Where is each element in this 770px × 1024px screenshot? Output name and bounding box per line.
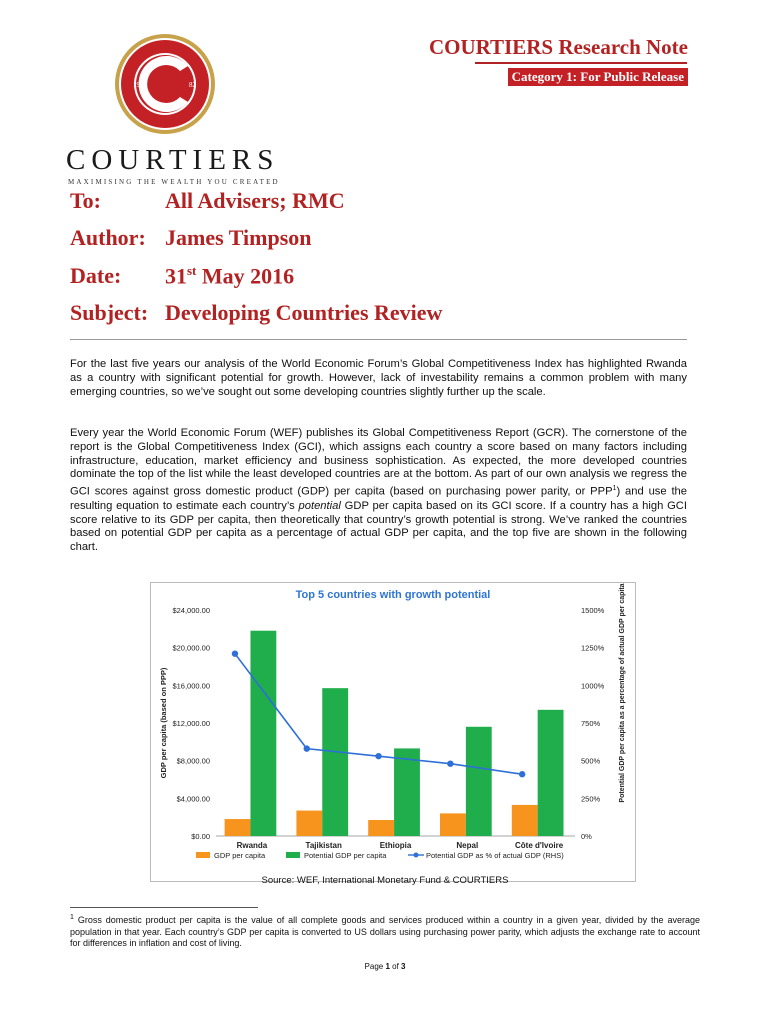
y-axis-label: GDP per capita (based on PPP) [159, 667, 168, 779]
footnote-ref[interactable]: 1 [612, 485, 617, 493]
y-tick-label: $20,000.00 [172, 643, 210, 653]
chart-source: Source: WEF, International Monetary Fund & COURTIERS [261, 875, 509, 886]
y2-tick-label: 500% [581, 756, 601, 766]
legend-label: Potential GDP per capita [304, 851, 387, 860]
logo-tagline: MAXIMISING THE WEALTH YOU CREATED [68, 178, 280, 186]
bar-gdp-0 [225, 819, 251, 836]
category-label: Tajikistan [305, 841, 342, 850]
memo-to-value: All Advisers; RMC [165, 188, 345, 213]
memo-to-label: To: [70, 188, 101, 213]
page-label-b: of [389, 962, 402, 971]
para2-part-c: GDP per capita based on its GCI score. If a country has a high GCI score relative to its GDP per capita, then theoretically that country’s growth potential is strong. We’ve ranked the countries based on potential GDP per capita as a percentage of actual GDP per capita, and the top five are shown in the following chart. [70, 499, 687, 554]
logo-wordmark: COURTIERS [66, 144, 280, 176]
legend-marker-2 [414, 853, 419, 858]
y-tick-label: $0.00 [191, 832, 210, 841]
memo-date-day: 31 [165, 263, 187, 289]
memo-author-label: Author: [70, 225, 146, 250]
courtiers-logo [60, 28, 280, 186]
y2-tick-label: 750% [581, 719, 601, 728]
memo-date-suffix: st [187, 263, 197, 278]
category-label: Côte d'Ivoire [515, 841, 564, 850]
header-rule [475, 62, 687, 64]
category-label: Rwanda [236, 841, 268, 850]
para2-emphasis: potential [298, 499, 341, 512]
y2-tick-label: 1000% [581, 681, 605, 691]
memo-subject [70, 300, 442, 326]
y-tick-label: $16,000.00 [172, 681, 210, 691]
y-tick-label: $4,000.00 [176, 794, 210, 804]
y-tick-label: $24,000.00 [172, 606, 210, 615]
page-label-a: Page [364, 962, 386, 971]
line-point-3 [447, 760, 453, 766]
seal-year-left: 19 [133, 81, 140, 89]
body-paragraph-2 [70, 427, 687, 555]
bar-potential-1 [322, 688, 348, 836]
y2-tick-label: 0% [581, 832, 592, 841]
category-label: Nepal [456, 841, 479, 850]
category-badge: Category 1: For Public Release [508, 68, 688, 86]
seal-year-right: 82 [189, 81, 196, 89]
y2-tick-label: 1250% [581, 643, 605, 653]
memo-subject-value: Developing Countries Review [165, 300, 443, 325]
category-label: Ethiopia [379, 841, 412, 850]
para2-part-b: ) and use the resulting equation to estimate each country’s [70, 485, 688, 512]
memo-to [70, 188, 345, 214]
courtiers-seal-icon [60, 28, 270, 146]
research-note-title: COURTIERS Research Note [428, 35, 688, 59]
line-point-1 [304, 745, 310, 751]
chart-title: Top 5 countries with growth potential [295, 589, 491, 601]
y-tick-label: $12,000.00 [172, 719, 210, 728]
memo-date-label: Date: [70, 263, 122, 289]
memo-author [70, 225, 312, 251]
page-total: 3 [401, 962, 406, 971]
footnote-mark: 1 [70, 914, 74, 921]
page-current: 1 [385, 962, 390, 971]
page-number [0, 962, 770, 971]
footnote [70, 912, 700, 950]
memo-author-value: James Timpson [165, 225, 312, 250]
para2-part-a: Every year the World Economic Forum (WEF) publishes its Global Competitiveness Report (GCR). The cornerstone of the report is the Global Competitiveness Index (GCI), which assigns each country a score based on many factors including infrastructure, education, market efficiency and business sophistication. As expected, the more developed countries dominate the top of the list while the least developed countries are at the bottom. As part of our own analysis we regress the GCI scores against gross domestic product (GDP) per capita (based on purchasing power parity, or PPP [70, 427, 687, 498]
line-point-2 [375, 753, 381, 759]
y2-axis-label: Potential GDP per capita as a percentage of actual GDP per capita [619, 583, 626, 803]
bar-gdp-3 [440, 813, 466, 836]
memo-date [70, 263, 294, 289]
footnote-rule [70, 907, 258, 908]
footnote-text: Gross domestic product per capita is the value of all complete goods and services produced within a country in a given year, divided by the average population in that year. Each country’s GDP per capita is converted to US dollars using purchasing power parity, which adjusts the exchange rate to account for differences in inflation and cost of living. [70, 915, 700, 948]
legend-label: Potential GDP as % of actual GDP (RHS) [426, 851, 564, 860]
bar-potential-4 [538, 710, 564, 836]
bar-gdp-1 [296, 811, 322, 836]
memo-subject-label: Subject: [70, 300, 149, 325]
bar-potential-0 [250, 631, 276, 836]
bar-gdp-4 [512, 805, 538, 836]
body-paragraph-1: For the last five years our analysis of the World Economic Forum’s Global Competitiveness Index has highlighted Rwanda as a country with significant potential for growth. However, lack of investability remains a common problem with many emerging countries, so we’ve sought out some developing countries slightly further up the scale. [70, 358, 687, 398]
line-point-0 [232, 650, 238, 656]
y2-tick-label: 1500% [581, 606, 605, 615]
legend-swatch-0 [196, 852, 210, 858]
y-tick-label: $8,000.00 [176, 756, 210, 766]
bar-potential-2 [394, 748, 420, 836]
y2-tick-label: 250% [581, 794, 601, 804]
bar-potential-3 [466, 727, 492, 836]
memo-date-rest: May 2016 [196, 263, 295, 289]
legend-label: GDP per capita [214, 851, 266, 860]
line-point-4 [519, 771, 525, 777]
growth-potential-chart [150, 582, 636, 882]
legend-swatch-1 [286, 852, 300, 858]
memo-divider [70, 339, 687, 340]
bar-gdp-2 [368, 820, 394, 836]
